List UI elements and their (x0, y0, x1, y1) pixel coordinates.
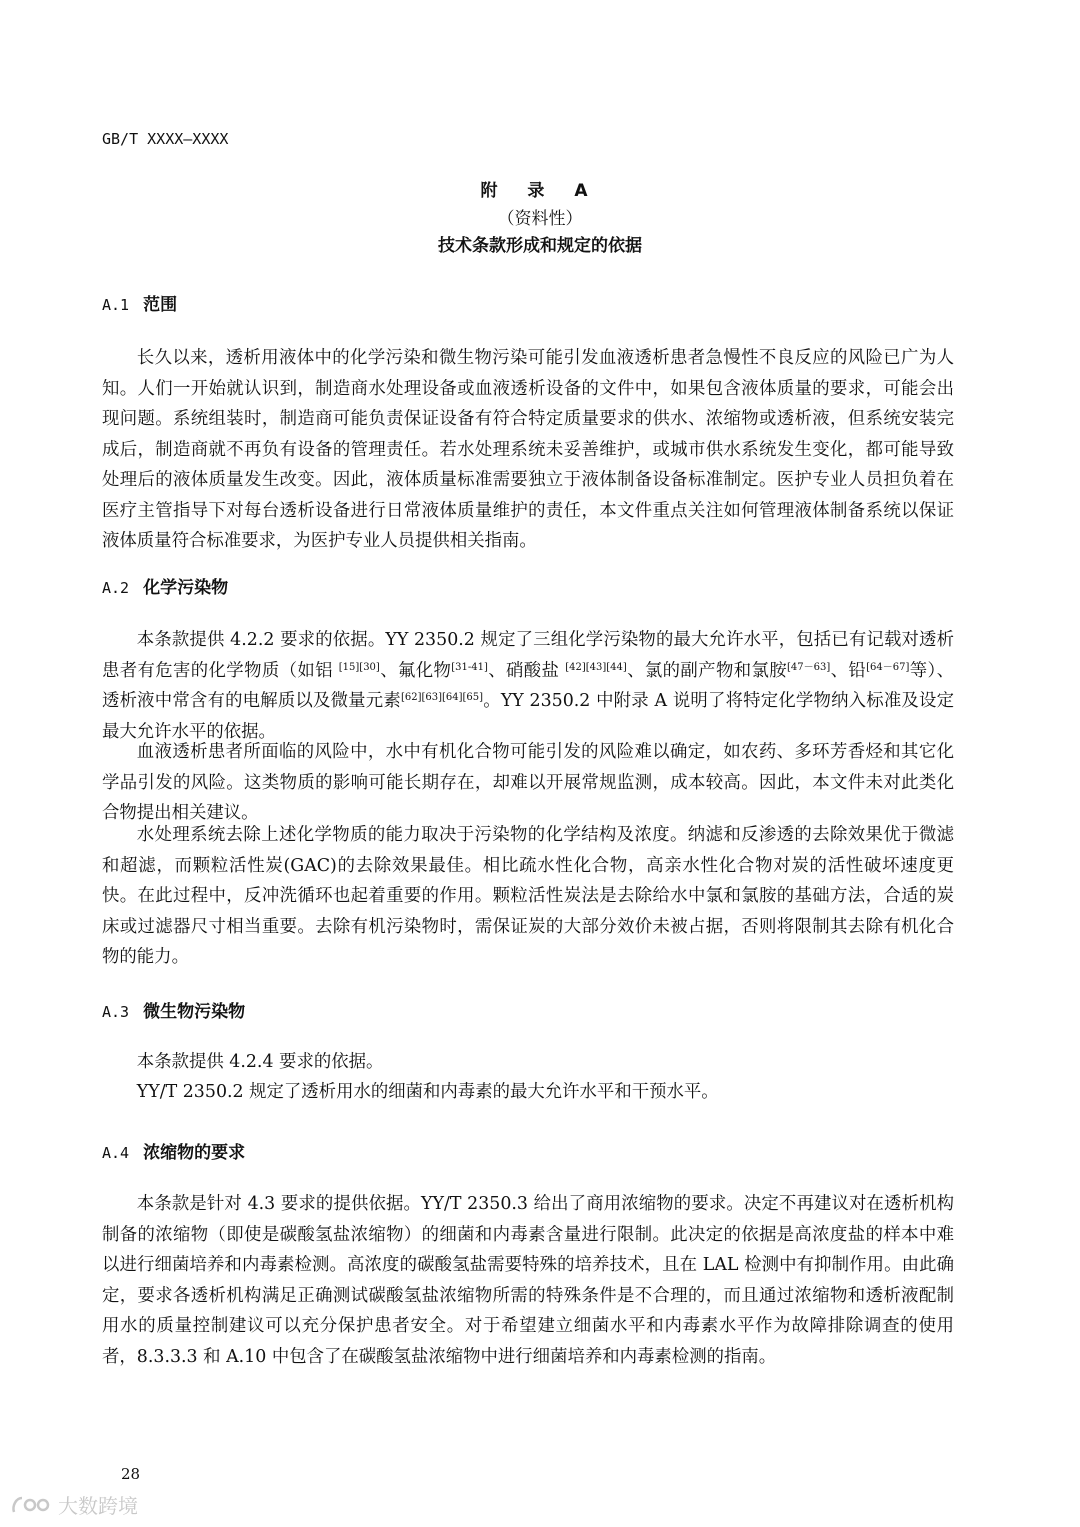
section-number: A.2 (102, 579, 130, 597)
annex-type: （资料性） (497, 209, 583, 229)
annex-title: 附 录 A (480, 181, 600, 201)
section-a3-paragraph-1: 本条款提供 4.2.4 要求的依据。 (136, 1052, 384, 1072)
section-title: 范围 (143, 295, 178, 315)
text-run: 、铅 (830, 660, 867, 681)
watermark-text: 大数跨境 (58, 1494, 138, 1518)
citation: [31-41] (451, 661, 488, 673)
text-run: 本条款提供 4.2.2 要求的依据。YY 2350.2 规定了三组化学污染物的最大允许水平，包括已有记载对透析患者有危害的化学物质（如铝 (102, 630, 954, 681)
section-a3-paragraph-2: YY/T 2350.2 规定了透析用水的细菌和内毒素的最大允许水平和干预水平。 (136, 1082, 719, 1102)
section-a2-paragraph-1 (102, 625, 954, 747)
annex-heading: 技术条款形成和规定的依据 (438, 236, 642, 256)
watermark (10, 1490, 138, 1519)
section-a1-heading (102, 290, 177, 315)
section-a4-paragraph: 本条款是针对 4.3 要求的提供依据。YY/T 2350.3 给出了商用浓缩物的要求。决定不再建议对在透析机构制备的浓缩物（即使是碳酸氢盐浓缩物）的细菌和内毒素含量进行限制。此决定的依据是高浓度盐的样本中难以进行细菌培养和内毒素检测。高浓度的碳酸氢盐需要特殊的培养技术，且在 LAL 检测中有抑制作用。由此确定，要求各透析机构满足正确测试碳酸氢盐浓缩物所需的特殊条件是不合理的，而且通过浓缩物和透析液配制用水的质量控制建议可以充分保护患者安全。对于希望建立细菌水平和内毒素水平作为故障排除调查的使用者，8.3.3.3 和 A.10 中包含了在碳酸氢盐浓缩物中进行细菌培养和内毒素检测的指南。 (102, 1194, 954, 1367)
section-a2-paragraph-3: 水处理系统去除上述化学物质的能力取决于污染物的化学结构及浓度。纳滤和反渗透的去除效果优于微滤和超滤，而颗粒活性炭(GAC)的去除效果最佳。相比疏水性化合物，高亲水性化合物对炭的活性破坏速度更快。在此过程中，反冲洗循环也起着重要的作用。颗粒活性炭法是去除给水中氯和氯胺的基础方法，合适的炭床或过滤器尺寸相当重要。去除有机污染物时，需保证炭的大部分效价未被占据，否则将限制其去除有机化合物的能力。 (102, 825, 954, 967)
section-title: 化学污染物 (143, 578, 229, 598)
section-title: 浓缩物的要求 (143, 1143, 246, 1163)
watermark-logo-icon (10, 1494, 54, 1516)
citation: [64－67] (866, 661, 910, 673)
section-a1-paragraph: 长久以来，透析用液体中的化学污染和微生物污染可能引发血液透析患者急慢性不良反应的风险已广为人知。人们一开始就认识到，制造商水处理设备或血液透析设备的文件中，如果包含液体质量的要求，可能会出现问题。系统组装时，制造商可能负责保证设备有符合特定质量要求的供水、浓缩物或透析液，但系统安装完成后，制造商就不再负有设备的管理责任。若水处理系统未妥善维护，或城市供水系统发生变化，都可能导致处理后的液体质量发生改变。因此，液体质量标准需要独立于液体制备设备标准制定。医护专业人员担负着在医疗主管指导下对每台透析设备进行日常液体质量维护的责任，本文件重点关注如何管理液体制备系统以保证液体质量符合标准要求，为医护专业人员提供相关指南。 (102, 348, 954, 551)
citation: [47－63] (786, 661, 831, 673)
section-number: A.1 (102, 296, 130, 314)
section-number: A.4 (102, 1144, 130, 1162)
text-run: 。YY 2350.2 中附录 A 说明了将特定化学物纳入标准及设定最大允许水平的依据。 (102, 691, 954, 742)
text-run: 、硝酸盐 (487, 660, 566, 681)
section-a3-heading (102, 997, 245, 1022)
section-a4-heading (102, 1138, 245, 1163)
citation: [15][30] (338, 661, 380, 673)
section-a2-paragraph-2: 血液透析患者所面临的风险中，水中有机化合物可能引发的风险难以确定，如农药、多环芳香烃和其它化学品引发的风险。这类物质的影响可能长期存在，却难以开展常规监测，成本较高。因此，本文件未对此类化合物提出相关建议。 (102, 742, 954, 823)
citation: [62][63][64][65] (400, 692, 484, 703)
section-number: A.3 (102, 1003, 130, 1021)
document-code: GB/T XXXX—XXXX (102, 130, 229, 148)
text-run: 、氯的副产物和氯胺 (626, 660, 787, 681)
section-a2-heading (102, 573, 228, 598)
section-title: 微生物污染物 (143, 1002, 246, 1022)
citation: [42][43][44] (565, 661, 627, 673)
text-run: 等）、透析液中常含有的电解质以及微量元素 (102, 660, 954, 711)
page-number: 28 (121, 1465, 141, 1483)
text-run: 、氟化物 (379, 660, 452, 681)
